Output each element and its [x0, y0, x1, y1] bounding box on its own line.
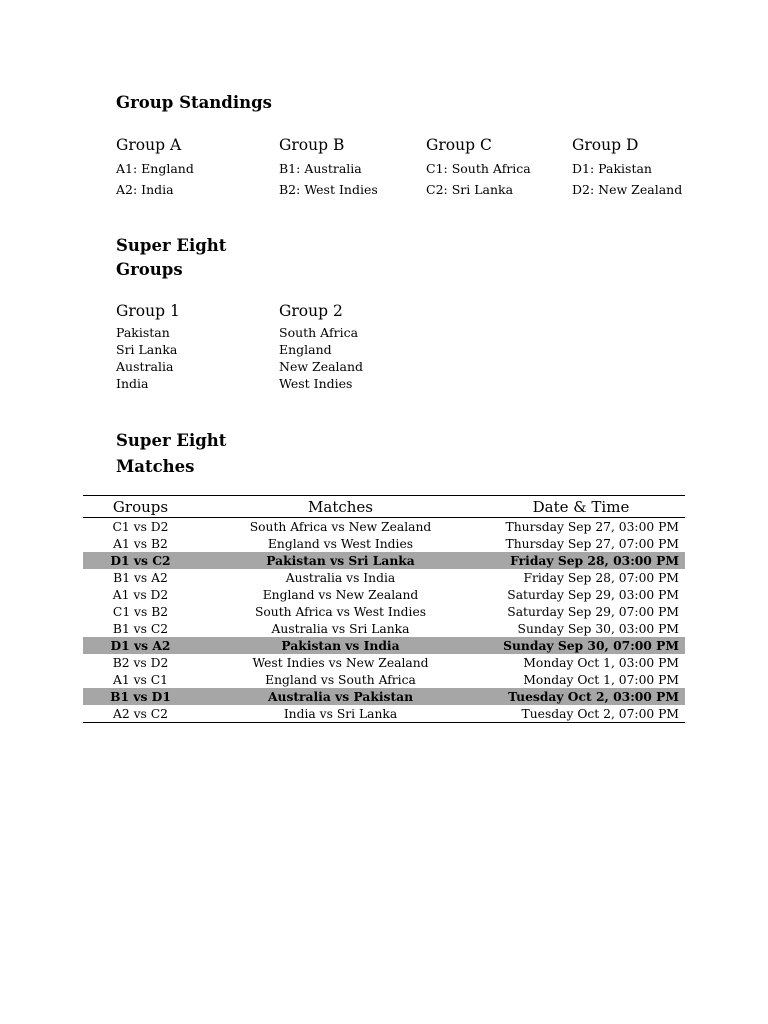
cell-groups: D1 vs A2 [83, 637, 198, 654]
table-row [83, 654, 685, 671]
matches-table-container [83, 495, 685, 723]
cell-datetime: Tuesday Oct 2, 03:00 PM [483, 688, 685, 705]
cell-groups: B1 vs C2 [112, 621, 169, 636]
group-b-line2: B2: West Indies [279, 182, 378, 197]
cell-match: Pakistan vs India [198, 637, 483, 654]
cell-datetime: Thursday Sep 27, 03:00 PM [505, 519, 679, 534]
cell-groups: B1 vs A2 [113, 570, 168, 585]
cell-datetime: Monday Oct 1, 03:00 PM [523, 655, 679, 670]
group-a-line2: A2: India [116, 182, 174, 197]
cell-match: Australia vs Sri Lanka [271, 621, 410, 636]
table-row [83, 586, 685, 603]
cell-groups: B2 vs D2 [112, 655, 169, 670]
group-1-team: India [116, 376, 149, 391]
super-eight-matches-heading-line1: Super Eight [116, 431, 227, 450]
group-1-team: Sri Lanka [116, 342, 178, 357]
cell-match: England vs West Indies [267, 536, 414, 551]
table-row [83, 535, 685, 552]
column-header-datetime: Date & Time [483, 496, 685, 518]
cell-datetime: Sunday Sep 30, 07:00 PM [483, 637, 685, 654]
super-eight-groups-heading-line1: Super Eight [116, 236, 227, 255]
table-row [83, 705, 685, 723]
group-standings-heading: Group Standings [116, 93, 272, 112]
group-1-team: Pakistan [116, 325, 170, 340]
table-row [83, 569, 685, 586]
cell-datetime: Saturday Sep 29, 07:00 PM [507, 604, 679, 619]
table-row-highlighted [83, 637, 685, 654]
cell-match: South Africa vs New Zealand [249, 519, 432, 534]
cell-datetime: Sunday Sep 30, 03:00 PM [517, 621, 679, 636]
group-1-title: Group 1 [116, 302, 180, 320]
cell-groups: C1 vs B2 [112, 604, 169, 619]
group-b-line1: B1: Australia [279, 161, 362, 176]
group-2-team: West Indies [279, 376, 353, 391]
cell-match: Australia vs Pakistan [198, 688, 483, 705]
table-row [83, 620, 685, 637]
cell-groups: A1 vs C1 [112, 672, 168, 687]
cell-groups: A1 vs D2 [112, 587, 169, 602]
cell-groups: C1 vs D2 [112, 519, 169, 534]
cell-match: England vs New Zealand [262, 587, 419, 602]
group-2-team: England [279, 342, 332, 357]
cell-match: West Indies vs New Zealand [252, 655, 429, 670]
group-2-team: New Zealand [279, 359, 364, 374]
cell-groups: B1 vs D1 [83, 688, 198, 705]
group-c-title: Group C [426, 136, 492, 154]
group-d-title: Group D [572, 136, 639, 154]
table-row [83, 603, 685, 620]
group-c-line2: C2: Sri Lanka [426, 182, 514, 197]
group-d-line2: D2: New Zealand [572, 182, 683, 197]
column-header-matches: Matches [198, 496, 483, 518]
column-header-groups: Groups [83, 496, 198, 518]
cell-datetime: Thursday Sep 27, 07:00 PM [505, 536, 679, 551]
table-row [83, 671, 685, 688]
cell-datetime: Friday Sep 28, 07:00 PM [523, 570, 679, 585]
cell-datetime: Tuesday Oct 2, 07:00 PM [483, 705, 685, 723]
cell-match: India vs Sri Lanka [198, 705, 483, 723]
group-c-line1: C1: South Africa [426, 161, 531, 176]
cell-datetime: Friday Sep 28, 03:00 PM [483, 552, 685, 569]
cell-match: Pakistan vs Sri Lanka [198, 552, 483, 569]
cell-datetime: Saturday Sep 29, 03:00 PM [507, 587, 679, 602]
cell-groups: A2 vs C2 [83, 705, 198, 723]
cell-match: England vs South Africa [265, 672, 416, 687]
table-row-highlighted [83, 552, 685, 569]
table-header-row [83, 496, 685, 518]
table-row-highlighted [83, 688, 685, 705]
cell-groups: A1 vs B2 [113, 536, 168, 551]
group-b-title: Group B [279, 136, 345, 154]
cell-match: South Africa vs West Indies [254, 604, 427, 619]
table-row [83, 518, 685, 536]
group-d-line1: D1: Pakistan [572, 161, 652, 176]
cell-datetime: Monday Oct 1, 07:00 PM [523, 672, 679, 687]
super-eight-matches-heading-line2: Matches [116, 457, 195, 476]
group-a-line1: A1: England [116, 161, 194, 176]
group-2-team: South Africa [279, 325, 359, 340]
group-1-team: Australia [116, 359, 174, 374]
cell-groups: D1 vs C2 [83, 552, 198, 569]
group-2-title: Group 2 [279, 302, 343, 320]
matches-table [83, 495, 685, 723]
group-a-title: Group A [116, 136, 182, 154]
super-eight-groups-heading-line2: Groups [116, 260, 183, 279]
cell-match: Australia vs India [285, 570, 396, 585]
